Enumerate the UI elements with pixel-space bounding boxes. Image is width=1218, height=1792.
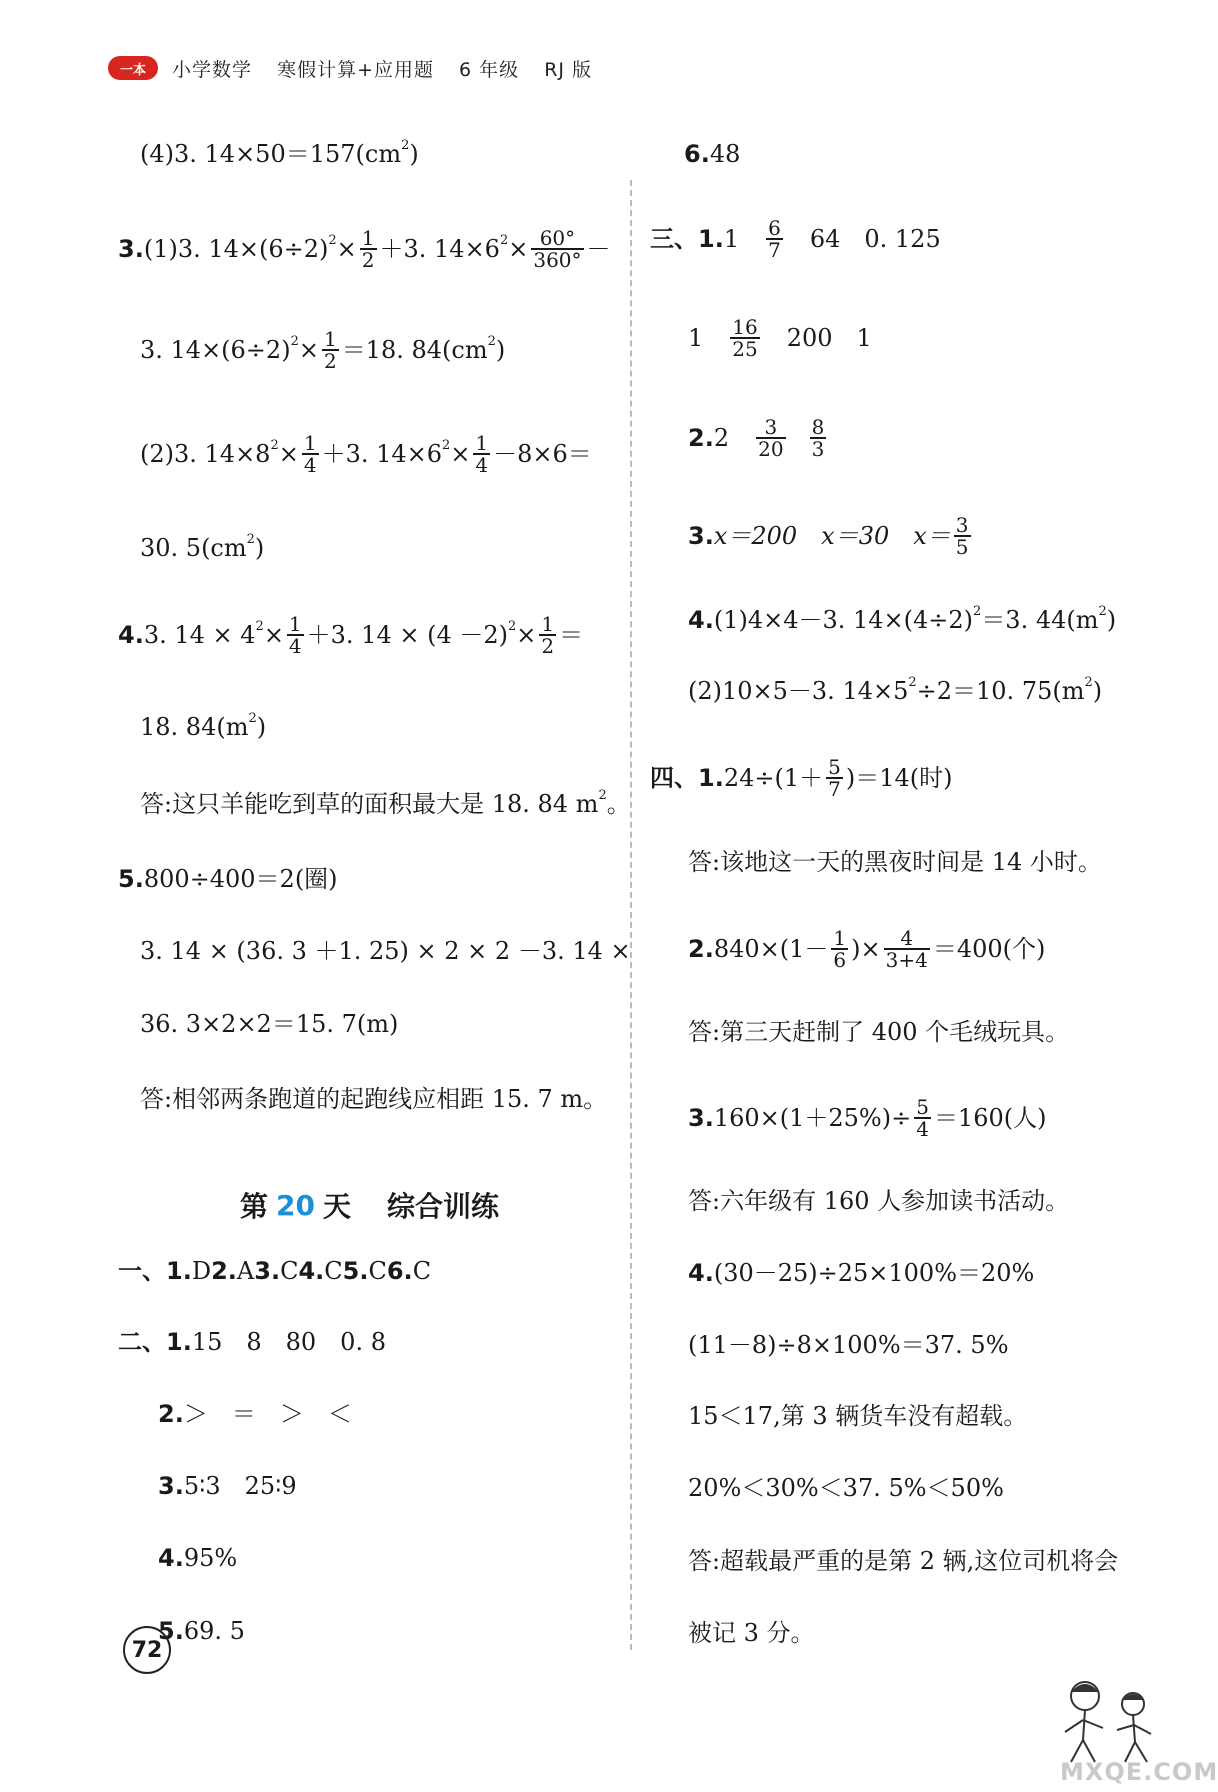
answer-line: 3. 14×(6÷2) $^2$ × $\frac{1}{2}$ ＝18. 84(cm $^2$ ) xyxy=(140,327,506,373)
fraction: $\frac{5}{7}$ xyxy=(828,755,841,801)
watermark: MXQE.COM xyxy=(1060,1758,1218,1786)
answer-line: 3. 5∶3 25∶9 xyxy=(158,1472,297,1500)
fraction: $\frac{1}{2}$ xyxy=(541,612,555,658)
fraction: $\frac{1}{6}$ xyxy=(833,926,847,972)
answer-line: 4. (30－25)÷25×100%＝20% xyxy=(688,1259,1035,1287)
answer-line: 30. 5(cm $^2$ ) xyxy=(140,532,265,562)
answer-line: 2. 2 $\frac{3}{20}$ $\frac{8}{3}$ xyxy=(688,415,825,461)
header-title xyxy=(172,55,610,82)
answer-line: 3. x＝200 x＝30 x＝ $\frac{3}{5}$ xyxy=(688,513,969,559)
mascot-illustration xyxy=(1055,1670,1175,1770)
answer-line: (4)3. 14×50＝157(cm $^2$ ) xyxy=(140,138,419,168)
answer-line: 4. 3. 14 × 4 $^2$ × $\frac{1}{4}$ ＋3. 14 × (4 －2) $^2$ × $\frac{1}{2}$ ＝ xyxy=(118,612,584,658)
answer-line: 四、 1. 24÷(1＋ $\frac{5}{7}$ )＝14(时) xyxy=(650,755,953,801)
fraction: $\frac{1}{2}$ xyxy=(323,327,337,373)
answer-text: 答:该地这一天的黑夜时间是 14 小时。 xyxy=(688,848,1102,876)
fraction: $\frac{1}{4}$ xyxy=(303,431,317,477)
fraction: $\frac{60^\circ}{360^\circ}$ xyxy=(533,226,582,272)
fraction: $\frac{1}{4}$ xyxy=(288,612,302,658)
fraction: $\frac{8}{3}$ xyxy=(811,415,825,461)
fraction: $\frac{4}{3+4}$ xyxy=(885,926,928,972)
answer-line: 5. 69. 5 xyxy=(158,1617,245,1645)
fraction: $\frac{3}{20}$ xyxy=(758,415,784,461)
answer-line: 6. 48 xyxy=(684,140,741,168)
answer-text: 答:这只羊能吃到草的面积最大是 18. 84 m $^2$ 。 xyxy=(140,788,631,818)
fraction: $\frac{1}{2}$ xyxy=(361,226,375,272)
publisher-logo: 一本 xyxy=(108,56,158,80)
answer-line: 5. 800÷400＝2(圈) xyxy=(118,865,338,893)
answer-text: 答:六年级有 160 人参加读书活动。 xyxy=(688,1187,1070,1215)
answer-line: 15＜17,第 3 辆货车没有超载。 xyxy=(688,1402,1028,1430)
answer-line: 20%＜30%＜37. 5%＜50% xyxy=(688,1474,1004,1502)
header-grade: 6 年级 xyxy=(459,58,520,81)
answer-line: (2)3. 14×8 $^2$ × $\frac{1}{4}$ ＋3. 14×6 $^2$ × $\frac{1}{4}$ －8×6＝ xyxy=(140,431,592,477)
answer-line: 1 $\frac{16}{25}$ 200 1 xyxy=(688,315,872,361)
header-edition: RJ 版 xyxy=(544,58,593,81)
answer-line: 3. 160×(1＋25%)÷ $\frac{5}{4}$ ＝160(人) xyxy=(688,1095,1047,1141)
answer-line: 18. 84(m $^2$ ) xyxy=(140,711,267,741)
answer-line: (11－8)÷8×100%＝37. 5% xyxy=(688,1331,1009,1359)
page-header xyxy=(108,52,610,84)
fraction: $\frac{5}{4}$ xyxy=(916,1095,929,1141)
answer-line: 2. ＞ ＝ ＞ ＜ xyxy=(158,1400,352,1428)
section-title: 第 20 天 综合训练 xyxy=(240,1188,500,1223)
page-number: 72 xyxy=(123,1626,171,1674)
answer-text: 答:超载最严重的是第 2 辆,这位司机将会 xyxy=(688,1547,1119,1575)
answer-text: 答:第三天赶制了 400 个毛绒玩具。 xyxy=(688,1018,1070,1046)
answer-line: (2)10×5－3. 14×5 $^2$ ÷2＝10. 75(m $^2$ ) xyxy=(688,675,1103,705)
column-divider xyxy=(630,180,632,1650)
answer-line: 一、 1. D 2. A 3. C 4. C 5. C 6. C xyxy=(118,1257,432,1285)
answer-line: 三、 1. 1 $\frac{6}{7}$ 64 0. 125 xyxy=(650,216,941,262)
fraction: $\frac{1}{4}$ xyxy=(475,431,489,477)
answer-line: 4. (1)4×4－3. 14×(4÷2) $^2$ ＝3. 44(m $^2$ ) xyxy=(688,604,1117,634)
answer-line: 36. 3×2×2＝15. 7(m) xyxy=(140,1010,399,1038)
fraction: $\frac{6}{7}$ xyxy=(768,216,781,262)
answer-line: 3. (1)3. 14×(6÷2) $^2$ × $\frac{1}{2}$ ＋3. 14×6 $^2$ × $\frac{60^\circ}{360^\circ}$ － xyxy=(118,226,611,272)
fraction: $\frac{16}{25}$ xyxy=(732,315,758,361)
header-subject: 小学数学 xyxy=(172,58,253,81)
answer-line: 二、 1. 15 8 80 0. 8 xyxy=(118,1328,386,1356)
answer-line: 3. 14 × (36. 3 ＋1. 25) × 2 × 2 －3. 14 × xyxy=(140,937,631,965)
answer-text: 被记 3 分。 xyxy=(688,1619,815,1647)
answer-text: 答:相邻两条跑道的起跑线应相距 15. 7 m。 xyxy=(140,1085,608,1113)
fraction: $\frac{3}{5}$ xyxy=(955,513,969,559)
header-book: 寒假计算+应用题 xyxy=(277,58,434,81)
answer-line: 4. 95% xyxy=(158,1544,238,1572)
answer-line: 2. 840×(1－ $\frac{1}{6}$ )× $\frac{4}{3+4}$ ＝400(个) xyxy=(688,926,1046,972)
